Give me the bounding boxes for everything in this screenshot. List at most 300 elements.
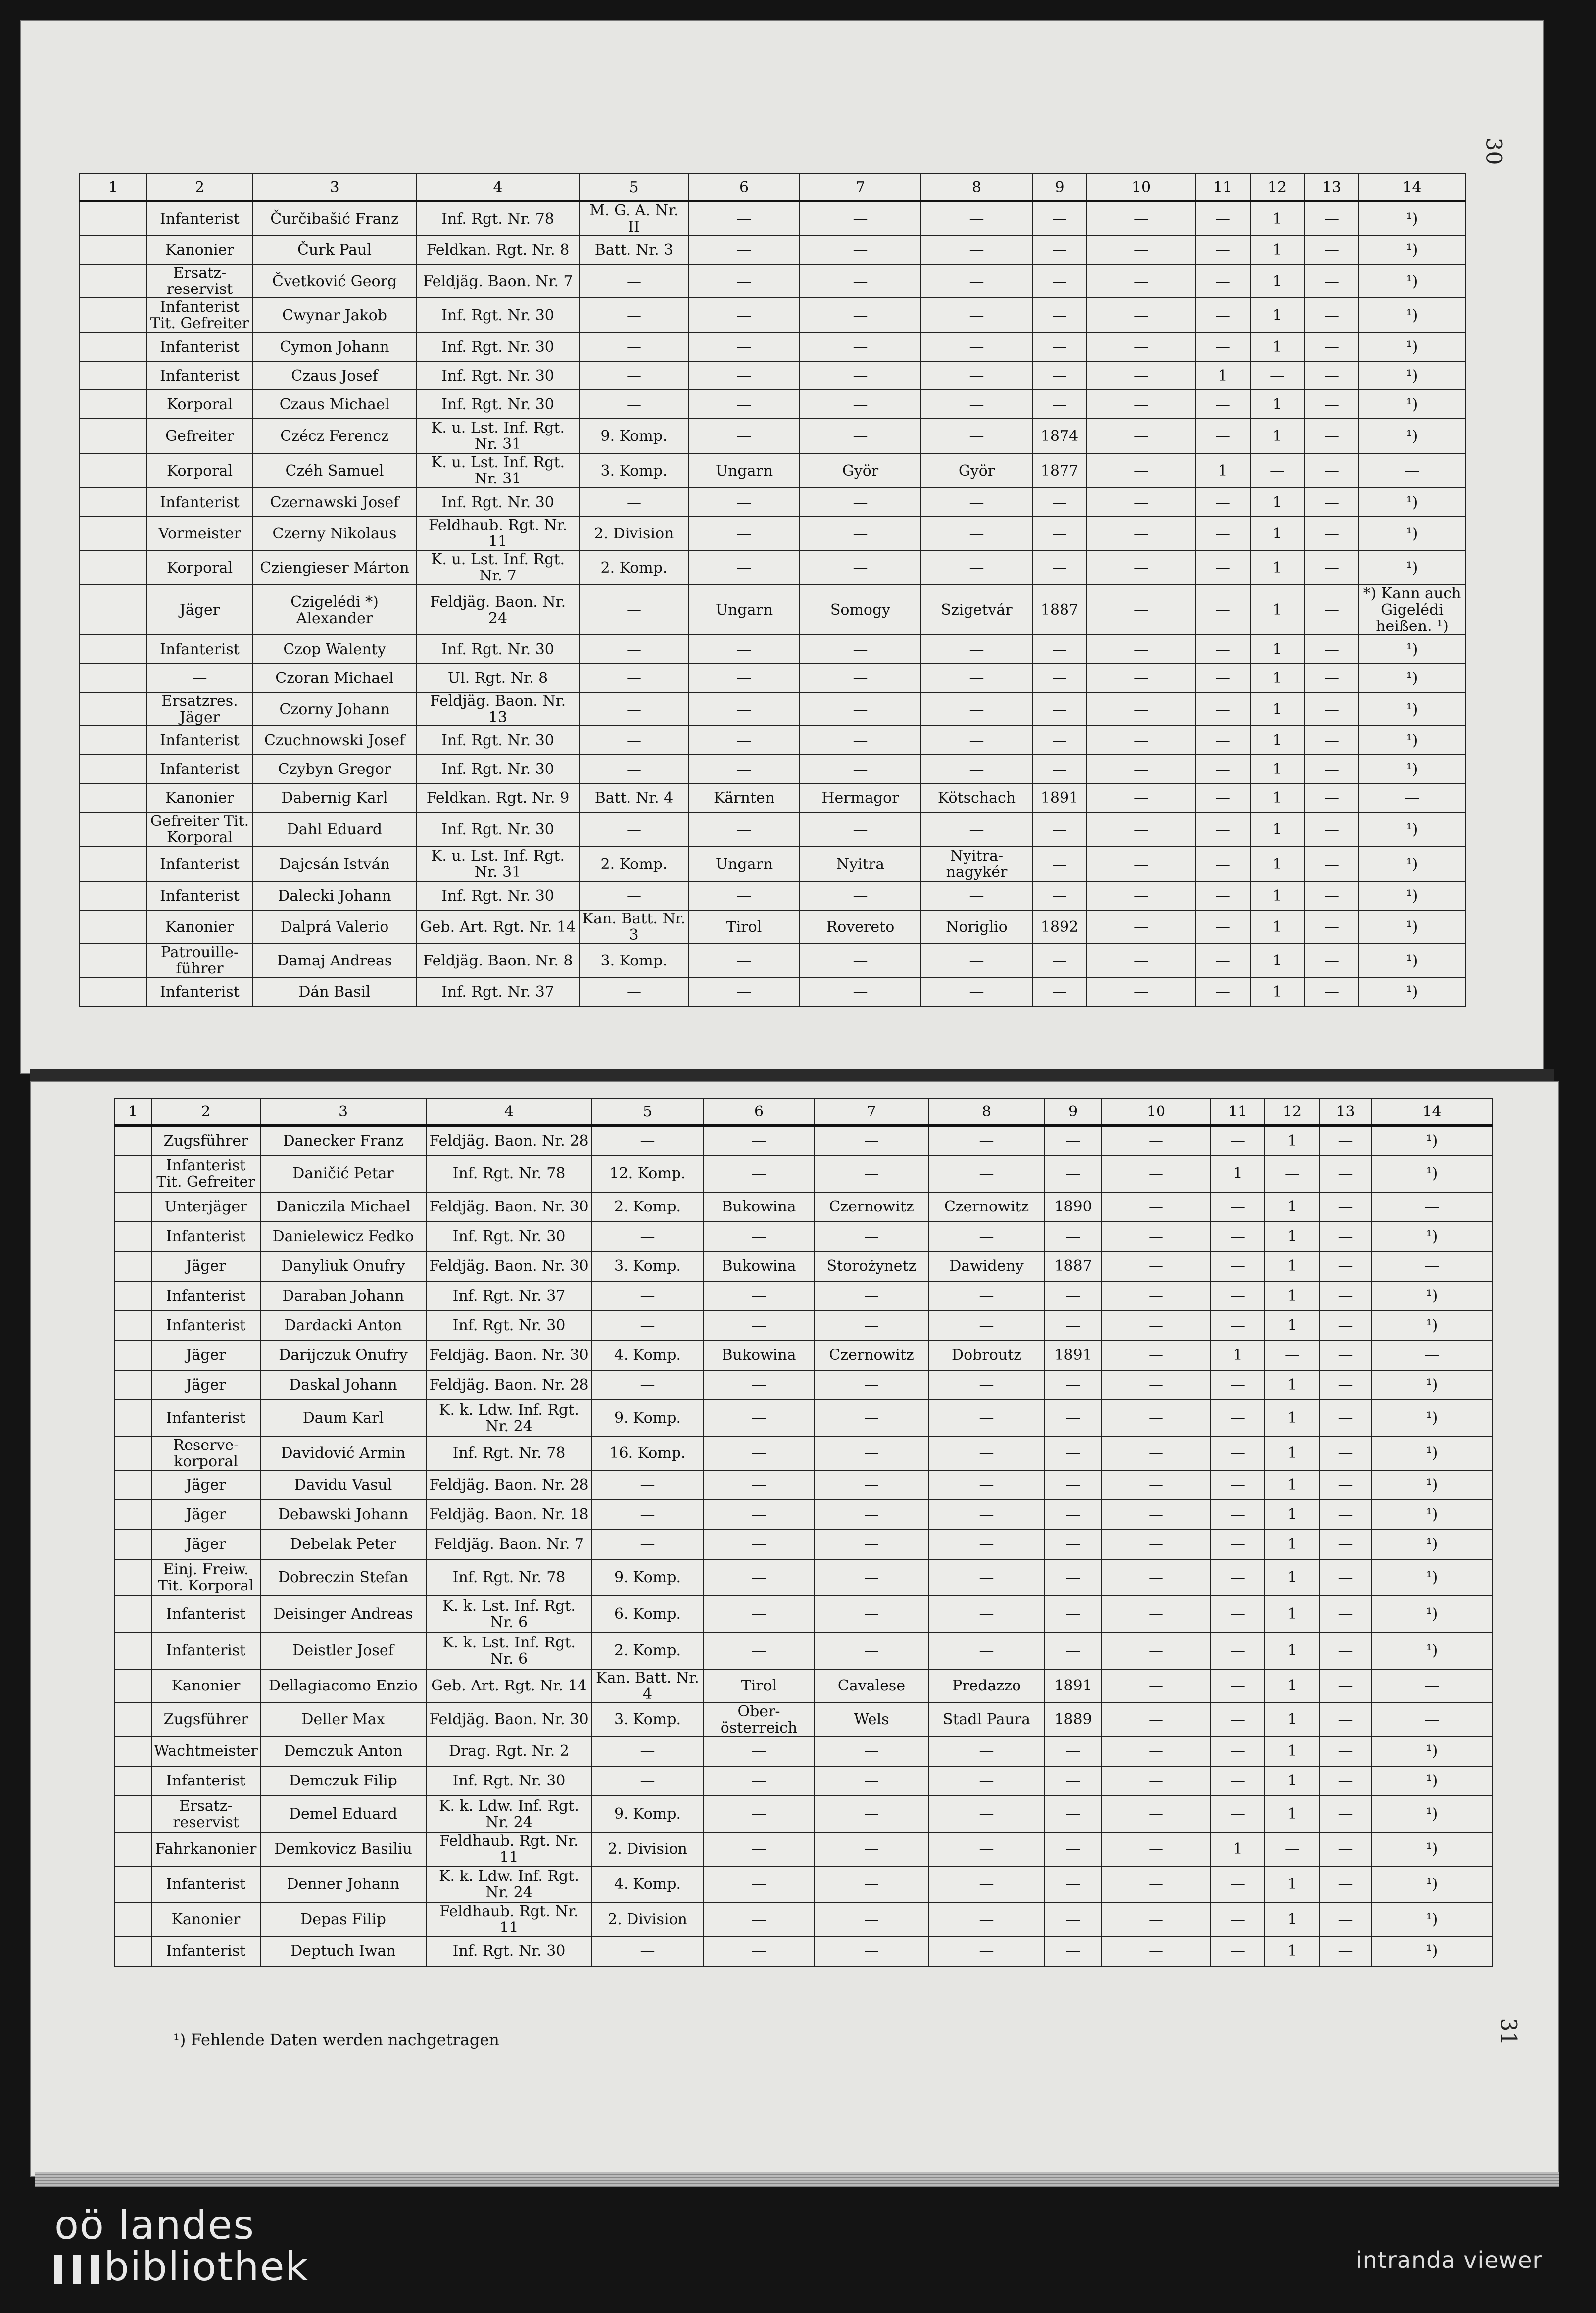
- cell-col-10: —: [1087, 664, 1196, 692]
- cell-col-13: —: [1305, 550, 1359, 585]
- cell-subunit: 2. Komp.: [592, 1192, 703, 1222]
- table-row: [114, 1192, 1493, 1222]
- column-header-4: 4: [416, 174, 580, 201]
- cell-birth-year: —: [1045, 1400, 1102, 1437]
- cell-unit: Geb. Art. Rgt. Nr. 14: [426, 1669, 592, 1703]
- cell-row-index: [114, 1633, 151, 1669]
- cell-birth-year: —: [1032, 298, 1087, 333]
- cell-col-10: —: [1102, 1192, 1210, 1222]
- logo-line-1: oö landes: [54, 2202, 255, 2248]
- cell-remark: ¹): [1359, 944, 1465, 977]
- cell-name: Čurk Paul: [253, 236, 416, 264]
- table-row: [80, 390, 1465, 419]
- cell-row-index: [114, 1736, 151, 1766]
- cell-rank: Ersatz-reservist: [146, 264, 253, 298]
- cell-birth-year: 1877: [1032, 453, 1087, 488]
- cell-unit: Inf. Rgt. Nr. 30: [416, 333, 580, 361]
- table-row: [114, 1866, 1493, 1903]
- cell-col-11: —: [1210, 1559, 1265, 1596]
- cell-name: Cwynar Jakob: [253, 298, 416, 333]
- cell-count-12: —: [1265, 1832, 1319, 1866]
- cell-place: —: [928, 1470, 1045, 1500]
- cell-remark: ¹): [1371, 1866, 1493, 1903]
- cell-col-11: 1: [1196, 453, 1250, 488]
- cell-rank: Jäger: [146, 585, 253, 635]
- cell-col-10: —: [1087, 550, 1196, 585]
- cell-row-index: [80, 390, 146, 419]
- cell-col-13: —: [1305, 910, 1359, 944]
- cell-rank: Infanterist: [151, 1936, 260, 1966]
- table-row: [80, 755, 1465, 783]
- cell-unit: Feldjäg. Baon. Nr. 30: [426, 1703, 592, 1736]
- cell-rank: Jäger: [151, 1252, 260, 1281]
- cell-subunit: —: [580, 692, 688, 726]
- cell-count-12: 1: [1250, 944, 1305, 977]
- column-header-11: 11: [1210, 1098, 1265, 1126]
- cell-name: Dalecki Johann: [253, 881, 416, 910]
- cell-rank: Korporal: [146, 390, 253, 419]
- cell-col-13: —: [1305, 517, 1359, 550]
- cell-col-10: —: [1102, 1559, 1210, 1596]
- register-table-lower: [114, 1098, 1493, 1967]
- cell-birth-year: 1891: [1045, 1341, 1102, 1370]
- cell-name: Deller Max: [260, 1703, 426, 1736]
- cell-row-index: [114, 1500, 151, 1530]
- cell-country: —: [703, 1530, 815, 1559]
- register-table-upper: [79, 173, 1466, 1007]
- cell-country: —: [688, 298, 800, 333]
- cell-unit: Inf. Rgt. Nr. 37: [426, 1281, 592, 1311]
- cell-col-11: —: [1196, 847, 1250, 881]
- cell-count-12: 1: [1250, 847, 1305, 881]
- cell-col-10: —: [1087, 692, 1196, 726]
- cell-name: Dobreczin Stefan: [260, 1559, 426, 1596]
- cell-col-11: —: [1196, 550, 1250, 585]
- cell-rank: Gefreiter Tit. Korporal: [146, 812, 253, 847]
- cell-district: —: [815, 1596, 928, 1633]
- cell-count-12: 1: [1265, 1633, 1319, 1669]
- cell-remark: ¹): [1359, 635, 1465, 664]
- cell-unit: K. k. Lst. Inf. Rgt. Nr. 6: [426, 1633, 592, 1669]
- cell-col-10: —: [1087, 726, 1196, 755]
- table-header-row: [80, 174, 1465, 201]
- cell-col-10: —: [1102, 1736, 1210, 1766]
- cell-count-12: 1: [1250, 488, 1305, 517]
- cell-col-11: —: [1196, 812, 1250, 847]
- cell-name: Danielewicz Fedko: [260, 1222, 426, 1252]
- cell-col-11: —: [1210, 1311, 1265, 1341]
- cell-col-10: —: [1102, 1866, 1210, 1903]
- cell-remark: ¹): [1359, 881, 1465, 910]
- cell-unit: Inf. Rgt. Nr. 30: [416, 390, 580, 419]
- cell-subunit: 9. Komp.: [580, 419, 688, 453]
- cell-col-13: —: [1305, 333, 1359, 361]
- cell-col-10: —: [1102, 1669, 1210, 1703]
- cell-col-11: —: [1196, 755, 1250, 783]
- table-row: [80, 977, 1465, 1006]
- cell-place: Noriglio: [921, 910, 1032, 944]
- table-header-row: [114, 1098, 1493, 1126]
- cell-rank: Kanonier: [146, 783, 253, 812]
- cell-district: —: [815, 1222, 928, 1252]
- cell-rank: Jäger: [151, 1470, 260, 1500]
- cell-place: Dobroutz: [928, 1341, 1045, 1370]
- cell-place: —: [921, 298, 1032, 333]
- cell-name: Depas Filip: [260, 1903, 426, 1936]
- cell-row-index: [80, 236, 146, 264]
- cell-col-10: —: [1087, 977, 1196, 1006]
- cell-row-index: [80, 635, 146, 664]
- cell-rank: Gefreiter: [146, 419, 253, 453]
- cell-place: —: [921, 550, 1032, 585]
- cell-name: Dajcsán István: [253, 847, 416, 881]
- cell-district: —: [800, 664, 921, 692]
- cell-count-12: 1: [1265, 1596, 1319, 1633]
- table-row: [80, 944, 1465, 977]
- cell-col-13: —: [1319, 1126, 1371, 1156]
- cell-col-10: —: [1087, 585, 1196, 635]
- cell-rank: Kanonier: [151, 1903, 260, 1936]
- cell-col-13: —: [1319, 1311, 1371, 1341]
- cell-birth-year: —: [1032, 550, 1087, 585]
- cell-unit: Inf. Rgt. Nr. 78: [426, 1437, 592, 1470]
- cell-count-12: 1: [1265, 1703, 1319, 1736]
- cell-place: Predazzo: [928, 1669, 1045, 1703]
- cell-district: Somogy: [800, 585, 921, 635]
- cell-district: —: [815, 1736, 928, 1766]
- cell-unit: Inf. Rgt. Nr. 30: [416, 812, 580, 847]
- cell-col-11: 1: [1210, 1156, 1265, 1192]
- cell-name: Czernawski Josef: [253, 488, 416, 517]
- cell-unit: Feldhaub. Rgt. Nr. 11: [426, 1903, 592, 1936]
- cell-country: Ungarn: [688, 847, 800, 881]
- cell-subunit: —: [580, 635, 688, 664]
- cell-place: —: [921, 333, 1032, 361]
- cell-count-12: 1: [1265, 1437, 1319, 1470]
- cell-subunit: —: [592, 1126, 703, 1156]
- cell-row-index: [80, 726, 146, 755]
- footnote: ¹) Fehlende Daten werden nachgetragen: [173, 2030, 499, 2049]
- cell-subunit: —: [592, 1222, 703, 1252]
- cell-name: Czaus Josef: [253, 361, 416, 390]
- cell-birth-year: —: [1045, 1500, 1102, 1530]
- cell-rank: Infanterist: [151, 1766, 260, 1796]
- cell-name: Dalprá Valerio: [253, 910, 416, 944]
- cell-row-index: [80, 264, 146, 298]
- cell-name: Davidu Vasul: [260, 1470, 426, 1500]
- library-logo: [54, 2202, 309, 2290]
- cell-birth-year: 1890: [1045, 1192, 1102, 1222]
- cell-rank: Jäger: [151, 1500, 260, 1530]
- cell-rank: Infanterist: [146, 977, 253, 1006]
- cell-place: —: [921, 264, 1032, 298]
- cell-remark: ¹): [1359, 692, 1465, 726]
- cell-country: —: [688, 977, 800, 1006]
- cell-remark: ¹): [1359, 755, 1465, 783]
- cell-rank: Infanterist Tit. Gefreiter: [151, 1156, 260, 1192]
- cell-name: Damaj Andreas: [253, 944, 416, 977]
- cell-district: —: [800, 419, 921, 453]
- cell-place: Stadl Paura: [928, 1703, 1045, 1736]
- cell-count-12: 1: [1250, 264, 1305, 298]
- cell-subunit: 2. Komp.: [592, 1633, 703, 1669]
- cell-birth-year: —: [1032, 692, 1087, 726]
- cell-birth-year: —: [1032, 664, 1087, 692]
- cell-subunit: —: [592, 1500, 703, 1530]
- cell-col-13: —: [1319, 1736, 1371, 1766]
- cell-unit: Feldhaub. Rgt. Nr. 11: [426, 1832, 592, 1866]
- cell-subunit: —: [580, 361, 688, 390]
- cell-district: —: [800, 264, 921, 298]
- cell-row-index: [80, 585, 146, 635]
- cell-rank: Wachtmeister: [151, 1736, 260, 1766]
- cell-row-index: [114, 1252, 151, 1281]
- cell-place: —: [928, 1596, 1045, 1633]
- cell-row-index: [80, 201, 146, 236]
- cell-unit: Feldjäg. Baon. Nr. 8: [416, 944, 580, 977]
- cell-country: —: [688, 333, 800, 361]
- cell-district: —: [815, 1903, 928, 1936]
- cell-district: Cavalese: [815, 1669, 928, 1703]
- cell-count-12: 1: [1265, 1252, 1319, 1281]
- cell-count-12: 1: [1265, 1796, 1319, 1832]
- table-row: [114, 1832, 1493, 1866]
- cell-col-13: —: [1305, 692, 1359, 726]
- cell-remark: ¹): [1359, 390, 1465, 419]
- cell-col-11: —: [1210, 1222, 1265, 1252]
- column-header-8: 8: [921, 174, 1032, 201]
- cell-remark: ¹): [1371, 1500, 1493, 1530]
- cell-district: —: [800, 881, 921, 910]
- cell-name: Debelak Peter: [260, 1530, 426, 1559]
- cell-place: —: [921, 664, 1032, 692]
- cell-unit: Feldjäg. Baon. Nr. 28: [426, 1470, 592, 1500]
- cell-col-13: —: [1319, 1530, 1371, 1559]
- table-row: [114, 1736, 1493, 1766]
- cell-unit: Feldjäg. Baon. Nr. 18: [426, 1500, 592, 1530]
- cell-place: —: [928, 1437, 1045, 1470]
- cell-district: —: [800, 692, 921, 726]
- cell-count-12: 1: [1265, 1530, 1319, 1559]
- cell-col-10: —: [1087, 236, 1196, 264]
- cell-col-13: —: [1305, 635, 1359, 664]
- cell-row-index: [80, 419, 146, 453]
- cell-place: —: [921, 361, 1032, 390]
- cell-birth-year: 1891: [1032, 783, 1087, 812]
- cell-col-10: —: [1102, 1903, 1210, 1936]
- cell-place: —: [921, 517, 1032, 550]
- cell-birth-year: —: [1045, 1736, 1102, 1766]
- cell-birth-year: —: [1032, 361, 1087, 390]
- cell-place: Czernowitz: [928, 1192, 1045, 1222]
- cell-subunit: —: [580, 390, 688, 419]
- cell-birth-year: —: [1045, 1866, 1102, 1903]
- cell-country: —: [703, 1311, 815, 1341]
- cell-subunit: —: [592, 1311, 703, 1341]
- cell-remark: ¹): [1371, 1903, 1493, 1936]
- cell-remark: ¹): [1371, 1596, 1493, 1633]
- cell-country: —: [703, 1736, 815, 1766]
- cell-col-11: —: [1196, 264, 1250, 298]
- cell-rank: Infanterist: [146, 755, 253, 783]
- cell-remark: —: [1371, 1341, 1493, 1370]
- cell-subunit: 16. Komp.: [592, 1437, 703, 1470]
- cell-country: —: [703, 1156, 815, 1192]
- cell-country: —: [703, 1796, 815, 1832]
- cell-unit: K. k. Lst. Inf. Rgt. Nr. 6: [426, 1596, 592, 1633]
- cell-row-index: [114, 1222, 151, 1252]
- cell-birth-year: —: [1045, 1437, 1102, 1470]
- cell-remark: —: [1359, 453, 1465, 488]
- cell-col-13: —: [1319, 1400, 1371, 1437]
- cell-row-index: [80, 910, 146, 944]
- cell-row-index: [80, 977, 146, 1006]
- cell-name: Čurčibašić Franz: [253, 201, 416, 236]
- cell-place: —: [928, 1903, 1045, 1936]
- cell-remark: ¹): [1371, 1311, 1493, 1341]
- table-row: [80, 264, 1465, 298]
- cell-col-10: —: [1102, 1400, 1210, 1437]
- cell-name: Demczuk Filip: [260, 1766, 426, 1796]
- cell-col-13: —: [1319, 1669, 1371, 1703]
- cell-col-13: —: [1305, 201, 1359, 236]
- cell-unit: Inf. Rgt. Nr. 30: [416, 635, 580, 664]
- cell-subunit: —: [580, 812, 688, 847]
- cell-row-index: [114, 1156, 151, 1192]
- cell-col-13: —: [1319, 1437, 1371, 1470]
- cell-remark: —: [1371, 1703, 1493, 1736]
- cell-col-13: —: [1305, 812, 1359, 847]
- cell-name: Daskal Johann: [260, 1370, 426, 1400]
- cell-country: —: [703, 1400, 815, 1437]
- cell-subunit: 2. Komp.: [580, 847, 688, 881]
- cell-country: Bukowina: [703, 1341, 815, 1370]
- cell-place: —: [928, 1633, 1045, 1669]
- cell-name: Czuchnowski Josef: [253, 726, 416, 755]
- cell-col-13: —: [1305, 755, 1359, 783]
- page-number-lower: 31: [1496, 2018, 1521, 2046]
- cell-country: —: [688, 419, 800, 453]
- cell-subunit: —: [592, 1766, 703, 1796]
- cell-district: Nyitra: [800, 847, 921, 881]
- table-row: [80, 812, 1465, 847]
- cell-col-10: —: [1087, 453, 1196, 488]
- cell-subunit: 2. Komp.: [580, 550, 688, 585]
- cell-row-index: [80, 847, 146, 881]
- cell-remark: ¹): [1359, 664, 1465, 692]
- cell-subunit: 3. Komp.: [580, 944, 688, 977]
- cell-district: —: [800, 635, 921, 664]
- cell-count-12: 1: [1250, 585, 1305, 635]
- cell-unit: Feldjäg. Baon. Nr. 24: [416, 585, 580, 635]
- table-row: [80, 910, 1465, 944]
- cell-col-11: —: [1196, 298, 1250, 333]
- cell-col-13: —: [1305, 726, 1359, 755]
- cell-place: —: [928, 1832, 1045, 1866]
- cell-country: —: [688, 488, 800, 517]
- cell-rank: Zugsführer: [151, 1703, 260, 1736]
- table-row: [80, 488, 1465, 517]
- cell-rank: Korporal: [146, 453, 253, 488]
- cell-district: —: [800, 726, 921, 755]
- cell-country: Kärnten: [688, 783, 800, 812]
- cell-subunit: Batt. Nr. 3: [580, 236, 688, 264]
- cell-rank: Unterjäger: [151, 1192, 260, 1222]
- cell-count-12: 1: [1265, 1669, 1319, 1703]
- cell-unit: Feldjäg. Baon. Nr. 28: [426, 1370, 592, 1400]
- cell-col-10: —: [1102, 1311, 1210, 1341]
- cell-name: Demczuk Anton: [260, 1736, 426, 1766]
- cell-country: —: [703, 1281, 815, 1311]
- cell-rank: Jäger: [151, 1370, 260, 1400]
- cell-col-11: —: [1196, 635, 1250, 664]
- cell-col-11: —: [1196, 881, 1250, 910]
- cell-col-11: —: [1196, 726, 1250, 755]
- cell-remark: —: [1371, 1252, 1493, 1281]
- cell-country: —: [703, 1832, 815, 1866]
- cell-country: —: [703, 1866, 815, 1903]
- cell-rank: Ersatzres. Jäger: [146, 692, 253, 726]
- cell-remark: ¹): [1359, 910, 1465, 944]
- cell-name: Denner Johann: [260, 1866, 426, 1903]
- cell-birth-year: —: [1045, 1470, 1102, 1500]
- column-header-6: 6: [688, 174, 800, 201]
- cell-count-12: 1: [1250, 664, 1305, 692]
- cell-name: Dellagiacomo Enzio: [260, 1669, 426, 1703]
- column-header-3: 3: [260, 1098, 426, 1126]
- cell-col-10: —: [1102, 1470, 1210, 1500]
- cell-country: —: [688, 236, 800, 264]
- cell-rank: Kanonier: [146, 236, 253, 264]
- column-header-9: 9: [1045, 1098, 1102, 1126]
- cell-district: —: [815, 1500, 928, 1530]
- cell-country: —: [688, 361, 800, 390]
- cell-country: —: [703, 1936, 815, 1966]
- cell-rank: Infanterist: [146, 847, 253, 881]
- cell-remark: ¹): [1359, 488, 1465, 517]
- cell-col-13: —: [1319, 1596, 1371, 1633]
- cell-row-index: [114, 1400, 151, 1437]
- cell-birth-year: —: [1032, 517, 1087, 550]
- cell-name: Daraban Johann: [260, 1281, 426, 1311]
- table-row: [114, 1156, 1493, 1192]
- cell-count-12: 1: [1250, 726, 1305, 755]
- logo-bars-icon: [54, 2255, 99, 2284]
- cell-col-11: —: [1210, 1936, 1265, 1966]
- table-row: [80, 517, 1465, 550]
- cell-country: Bukowina: [703, 1252, 815, 1281]
- cell-remark: ¹): [1371, 1222, 1493, 1252]
- table-row: [80, 361, 1465, 390]
- cell-col-10: —: [1087, 361, 1196, 390]
- cell-unit: Inf. Rgt. Nr. 30: [416, 361, 580, 390]
- cell-place: —: [928, 1796, 1045, 1832]
- cell-col-10: —: [1102, 1156, 1210, 1192]
- cell-col-13: —: [1305, 453, 1359, 488]
- cell-birth-year: —: [1045, 1281, 1102, 1311]
- cell-birth-year: 1887: [1032, 585, 1087, 635]
- cell-place: —: [921, 755, 1032, 783]
- cell-count-12: 1: [1250, 201, 1305, 236]
- cell-remark: ¹): [1371, 1530, 1493, 1559]
- cell-country: —: [703, 1126, 815, 1156]
- cell-col-13: —: [1305, 236, 1359, 264]
- cell-subunit: —: [580, 585, 688, 635]
- cell-unit: Feldjäg. Baon. Nr. 28: [426, 1126, 592, 1156]
- cell-row-index: [114, 1341, 151, 1370]
- table-row: [114, 1400, 1493, 1437]
- cell-rank: Patrouille-führer: [146, 944, 253, 977]
